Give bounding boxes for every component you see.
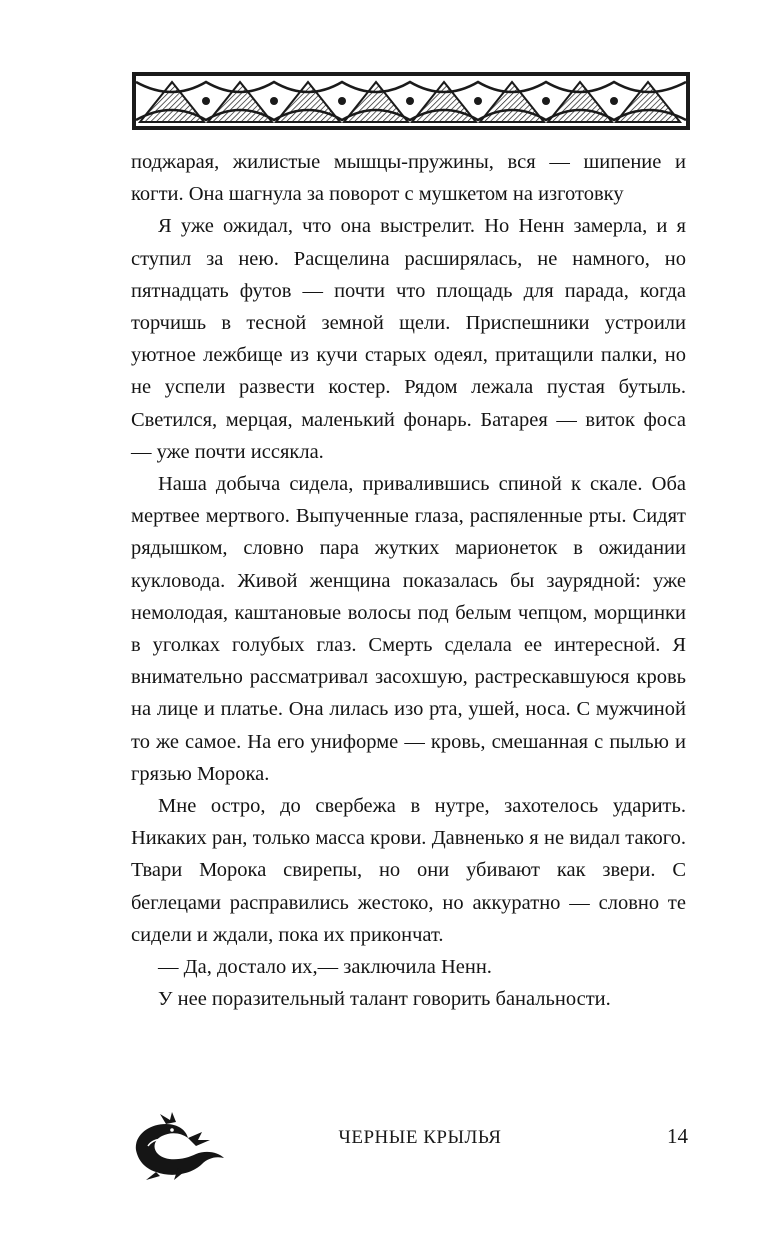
page-number: 14 [667, 1124, 688, 1148]
chapter-text [131, 146, 686, 1015]
book-title: ЧЕРНЫЕ КРЫЛЬЯ [338, 1127, 502, 1148]
paragraph: Наша добыча сидела, привалившись спиной к скале. Оба мертвее мертвого. Выпученные глаза, распяленные рты. Сидят рядышком, словно пара жутких марионеток в ожидании кукловода. Живой женщина показалась бы заурядной: уже немолодая, каштановые волосы под белым чепцом, морщинки в уголках голубых глаз. Смерть сделала ее интересной. Я внимательно рассматривал засохшую, растрескавшуюся кровь на лице и платье. Она лилась изо рта, ушей, носа. С мужчиной то же самое. На его униформе — кровь, смешанная с пылью и грязью Морока. [131, 473, 686, 785]
paragraph: — Да, достало их,— заключила Ненн. [158, 956, 492, 979]
paragraph: У нее поразительный талант говорить банальности. [158, 988, 611, 1011]
dragon-icon [126, 1110, 230, 1182]
paragraph: Мне остро, до свербежа в нутре, захотелось ударить. Никаких ран, только масса крови. Давненько я не видал такого. Твари Морока свирепы, но они убивают как звери. С беглецами расправились жестоко, но аккуратно — словно те сидели и ждали, пока их прикончат. [131, 795, 686, 946]
paragraph: поджарая, жилистые мышцы-пружины, вся — шипение и когти. Она шагнула за поворот с мушкетом на изготовку [131, 151, 686, 206]
paragraph: Я уже ожидал, что она выстрелит. Но Ненн замерла, и я ступил за нею. Расщелина расширялась, не намного, но пятнадцать футов — почти что площадь для парада, когда торчишь в тесной земной щели. Приспешники устроили уютное лежбище из кучи старых одеял, притащили палки, но не успели развести костер. Рядом лежала пустая бутыль. Светился, мерцая, маленький фонарь. Батарея — виток фоса — уже почти иссякла. [131, 215, 686, 463]
ornament-border-icon [132, 72, 690, 130]
